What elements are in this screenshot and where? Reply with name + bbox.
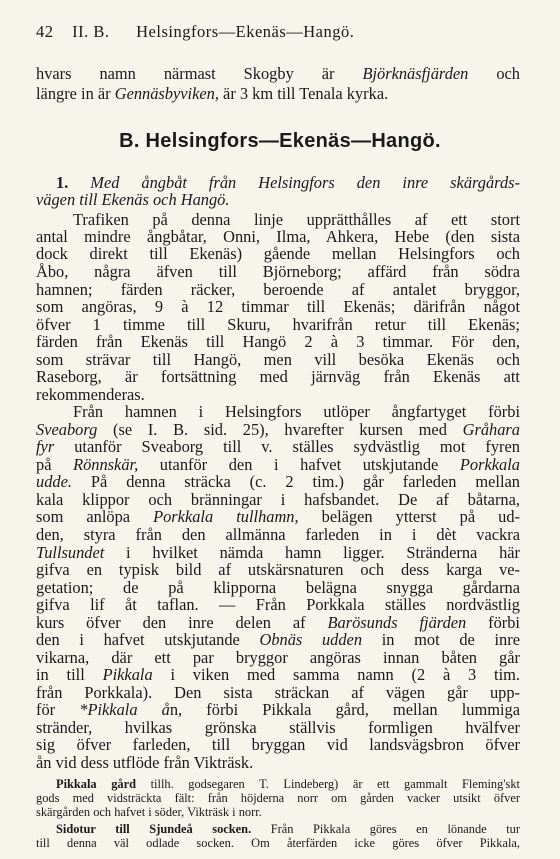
para1-line: öfver 1 timme till Skuru, hvarifrån retur till Ekenäs; — [36, 315, 520, 334]
para2-line: fyr utanför Sveaborg till v. ställes sydvästlig mot fyren — [36, 437, 520, 456]
para2-line: ån vid dess utflöde från Vikträsk. — [36, 753, 254, 772]
note-pikkala-line: gods med vidsträckta fält: från höjderna norr om gården vacker utsikt öfver — [36, 791, 520, 805]
para1-line: rekommenderas. — [36, 385, 145, 404]
para2-line: getation; de på klipporna belägna snygga gårdarna — [36, 578, 520, 597]
para2-line: vikarna, där ett par bryggor angöras innan båten går — [36, 648, 520, 667]
para2-line: den, styra från den allmänna farleden in i dèt vackra — [36, 525, 520, 544]
note-pikkala-line: Pikkala gård tillh. godsegaren T. Lindeberg) är ett gammalt Fleming'skt — [56, 777, 520, 791]
subsection-heading-2: vägen till Ekenäs och Hangö. — [36, 190, 230, 209]
note-sjundea-line: till denna väl odlade socken. Om återfärden icke göres öfver Pikkala, — [36, 836, 520, 850]
para1-line: som angöras, 9 à 12 timmar till Ekenäs; därifrån något — [36, 297, 520, 316]
route-label: Helsingfors—Ekenäs—Hangö. — [136, 22, 355, 41]
para2-line: gifva lif åt taflan. — Från Porkkala ställes nordvästlig — [36, 595, 520, 614]
section-label: II. B. — [72, 22, 110, 41]
intro-line-1: hvars namn närmast Skogby är Björknäsfjärden och — [36, 64, 520, 83]
para2-line: in till Pikkala i viken med samma namn (2 à 3 tim. — [36, 665, 520, 684]
para2-line: Från hamnen i Helsingfors utlöper ångfartyget förbi — [73, 402, 520, 421]
para2-line: kala klippor och bränningar i hafsbandet. De af båtarna, — [36, 490, 520, 509]
para2-line: udde. På denna sträcka (c. 2 tim.) går farleden mellan — [36, 472, 520, 491]
para1-line: färden från Ekenäs till Hangö 2 à 3 timmar. För den, — [36, 332, 520, 351]
para1-line: Trafiken på denna linje upprätthålles af ett stort — [73, 210, 520, 229]
para2-line: på Rönnskär, utanför den i hafvet utskjutande Porkkala — [36, 455, 520, 474]
para1-line: Raseborg, är fortsättning med järnväg från Ekenäs att — [36, 367, 520, 386]
running-header — [36, 22, 520, 42]
para2-line: för *Pikkala ån, förbi Pikkala gård, mellan lummiga — [36, 700, 520, 719]
para2-line: sig öfver farleden, till bryggan vid landsvägsbron öfver — [36, 735, 520, 754]
page-number: 42 — [36, 22, 54, 41]
para2-line: från Porkkala). Den sista sträckan af vägen går upp- — [36, 683, 520, 702]
para1-line: som strävar till Hangö, men vill besöka Ekenäs och — [36, 350, 520, 369]
note-pikkala-line: skärgården och hafvet i söder, Vikträsk i norr. — [36, 805, 262, 819]
intro-line-2: längre in är Gennäsbyviken, är 3 km till Tenala kyrka. — [36, 84, 389, 103]
section-title: B. Helsingfors—Ekenäs—Hangö. — [119, 130, 441, 152]
para2-line: kurs öfver den inre delen af Barösunds fjärden förbi — [36, 613, 520, 632]
para2-line: den i hafvet utskjutande Obnäs udden in mot de inre — [36, 630, 520, 649]
para2-line: stränder, hvilkas grönska ställvis formligen hvälfver — [36, 718, 520, 737]
para1-line: hamnen; färden räcker, beroende af antalet bryggor, — [36, 280, 520, 299]
para2-line: som anlöpa Porkkala tullhamn, belägen ytterst på ud- — [36, 507, 520, 526]
para2-line: gifva en typisk bild af utskärsnaturen och dess karga ve- — [36, 560, 520, 579]
note-sjundea-line: Sidotur till Sjundeå socken. Från Pikkala göres en lönande tur — [56, 822, 520, 836]
para2-line: Sveaborg (se I. B. sid. 25), hvarefter kursen med Gråhara — [36, 420, 520, 439]
para2-line: Tullsundet i hvilket nämda hamn ligger. Stränderna här — [36, 543, 520, 562]
para1-line: antal mindre ångbåtar, Onni, Ilma, Ahkera, Hebe (den sista — [36, 227, 520, 246]
para1-line: dock direkt till Ekenäs) gående mellan Helsingfors och — [36, 244, 520, 263]
para1-line: Åbo, några äfven till Björneborg; affärd från södra — [36, 262, 520, 281]
subsection-heading-1: 1. Med ångbåt från Helsingfors den inre skärgårds- — [56, 173, 520, 192]
